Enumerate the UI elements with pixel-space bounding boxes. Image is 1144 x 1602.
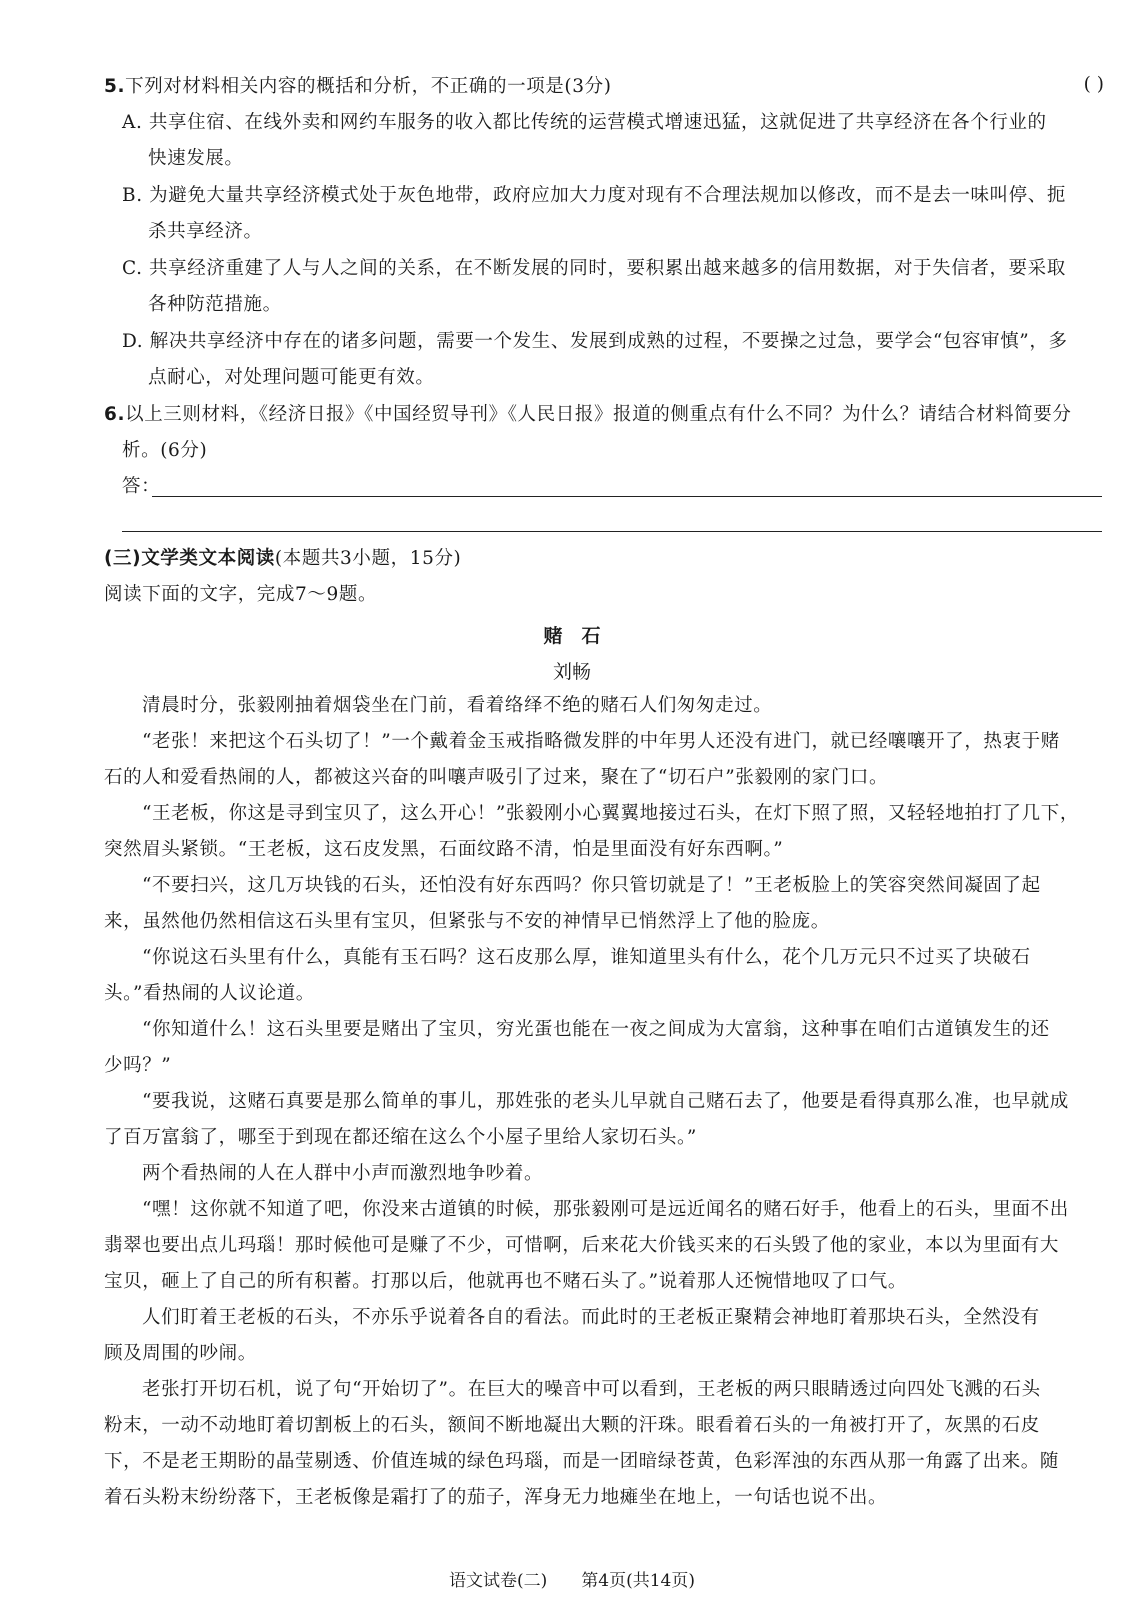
q5-option-d-line2: 点耐心，对处理问题可能更有效。 (148, 367, 435, 388)
story-line: 来，虽然他仍然相信这石头里有宝贝，但紧张与不安的神情早已悄然浮上了他的脸庞。 (104, 911, 830, 932)
story-line: 人们盯着王老板的石头，不亦乐乎说着各自的看法。而此时的王老板正聚精会神地盯着那块石头，全然没有 (142, 1307, 1040, 1328)
story-line: 粉末，一动不动地盯着切割板上的石头，额间不断地凝出大颗的汗珠。眼看着石头的一角被打开了，灰黑的石皮 (104, 1415, 1040, 1436)
q6-number: 6. (104, 404, 126, 425)
q5-option-c-line1: C. 共享经济重建了人与人之间的关系，在不断发展的同时，要积累出越来越多的信用数据，对于失信者，要采取 (122, 258, 1066, 279)
section3-heading-bold: (三)文学类文本阅读 (104, 548, 275, 569)
story-line: 了百万富翁了，哪至于到现在都还缩在这么个小屋子里给人家切石头。” (104, 1127, 697, 1148)
story-line: 突然眉头紧锁。“王老板，这石皮发黑，石面纹路不清，怕是里面没有好东西啊。” (104, 839, 784, 860)
story-line: 着石头粉末纷纷落下，王老板像是霜打了的茄子，浑身无力地瘫坐在地上，一句话也说不出。 (104, 1487, 888, 1508)
q6-stem-line1 (104, 402, 1071, 428)
q6-answer-label: 答： (122, 476, 161, 497)
story-line: “你说这石头里有什么，真能有玉石吗？这石皮那么厚，谁知道里头有什么，花个几万元只不过买了块破石 (142, 947, 1031, 968)
story-line: 清晨时分，张毅刚抽着烟袋坐在门前，看着络绎不绝的赌石人们匆匆走过。 (142, 695, 773, 716)
q5-stem (104, 74, 612, 100)
story-line: “嘿！这你就不知道了吧，你没来古道镇的时候，那张毅刚可是远近闻名的赌石好手，他看上的石头，里面不出 (142, 1199, 1069, 1220)
q5-number: 5. (104, 76, 126, 97)
q5-option-c-line2: 各种防范措施。 (148, 294, 282, 315)
q5-answer-bracket: ( ) (1083, 74, 1104, 95)
q6-stem-line2: 析。(6分) (122, 440, 208, 461)
story-line: “老张！来把这个石头切了！”一个戴着金玉戒指略微发胖的中年男人还没有进门，就已经嚷嚷开了，热衷于赌 (142, 731, 1060, 752)
q5-option-b-line2: 杀共享经济。 (148, 221, 263, 242)
story-line: 少吗？” (104, 1055, 172, 1076)
story-line: 顾及周围的吵闹。 (104, 1343, 257, 1364)
story-line: “王老板，你这是寻到宝贝了，这么开心！”张毅刚小心翼翼地接过石头，在灯下照了照，又轻轻地拍打了几下， (142, 803, 1079, 824)
q6-answer-line-1[interactable] (152, 496, 1102, 497)
section3-instruction: 阅读下面的文字，完成7～9题。 (104, 584, 378, 605)
story-title: 赌 石 (543, 625, 601, 647)
story-line: “你知道什么！这石头里要是赌出了宝贝，穷光蛋也能在一夜之间成为大富翁，这种事在咱们古道镇发生的还 (142, 1019, 1050, 1040)
story-author: 刘畅 (552, 661, 591, 683)
q5-option-a-line1: A. 共享住宿、在线外卖和网约车服务的收入都比传统的运营模式增速迅猛，这就促进了共享经济在各个行业的 (122, 112, 1047, 133)
story-line: 宝贝，砸上了自己的所有积蓄。打那以后，他就再也不赌石头了。”说着那人还惋惜地叹了口气。 (104, 1271, 908, 1292)
q5-option-d-line1: D. 解决共享经济中存在的诸多问题，需要一个发生、发展到成熟的过程，不要操之过急，要学会“包容审慎”，多 (122, 331, 1068, 352)
section3-heading (104, 546, 461, 572)
q5-option-b-line1: B. 为避免大量共享经济模式处于灰色地带，政府应加大力度对现有不合理法规加以修改，而不是去一味叫停、扼 (122, 185, 1066, 206)
story-line: “不要扫兴，这几万块钱的石头，还怕没有好东西吗？你只管切就是了！”王老板脸上的笑容突然间凝固了起 (142, 875, 1041, 896)
story-line: 头。”看热闹的人议论道。 (104, 983, 315, 1004)
page-footer: 语文试卷(二) 第4页(共14页) (449, 1571, 695, 1591)
q6-answer-line-2[interactable] (122, 531, 1102, 532)
section3-heading-rest: (本题共3小题，15分) (274, 548, 462, 569)
story-line: 两个看热闹的人在人群中小声而激烈地争吵着。 (142, 1163, 544, 1184)
story-line: “要我说，这赌石真要是那么简单的事儿，那姓张的老头儿早就自己赌石去了，他要是看得真那么准，也早就成 (142, 1091, 1069, 1112)
story-line: 老张打开切石机，说了句“开始切了”。在巨大的噪音中可以看到，王老板的两只眼睛透过向四处飞溅的石头 (142, 1379, 1041, 1400)
q5-option-a-line2: 快速发展。 (148, 148, 244, 169)
story-line: 石的人和爱看热闹的人，都被这兴奋的叫嚷声吸引了过来，聚在了“切石户”张毅刚的家门口。 (104, 767, 889, 788)
story-line: 翡翠也要出点儿玛瑙！那时候他可是赚了不少，可惜啊，后来花大价钱买来的石头毁了他的家业，本以为里面有大 (104, 1235, 1060, 1256)
story-line: 下，不是老王期盼的晶莹剔透、价值连城的绿色玛瑙，而是一团暗绿苍黄，色彩浑浊的东西从那一角露了出来。随 (104, 1451, 1060, 1472)
q5-stem-text: 下列对材料相关内容的概括和分析，不正确的一项是(3分) (125, 76, 612, 97)
q6-stem-text: 以上三则材料，《经济日报》《中国经贸导刊》《人民日报》报道的侧重点有什么不同？为什么？请结合材料简要分 (125, 404, 1072, 425)
